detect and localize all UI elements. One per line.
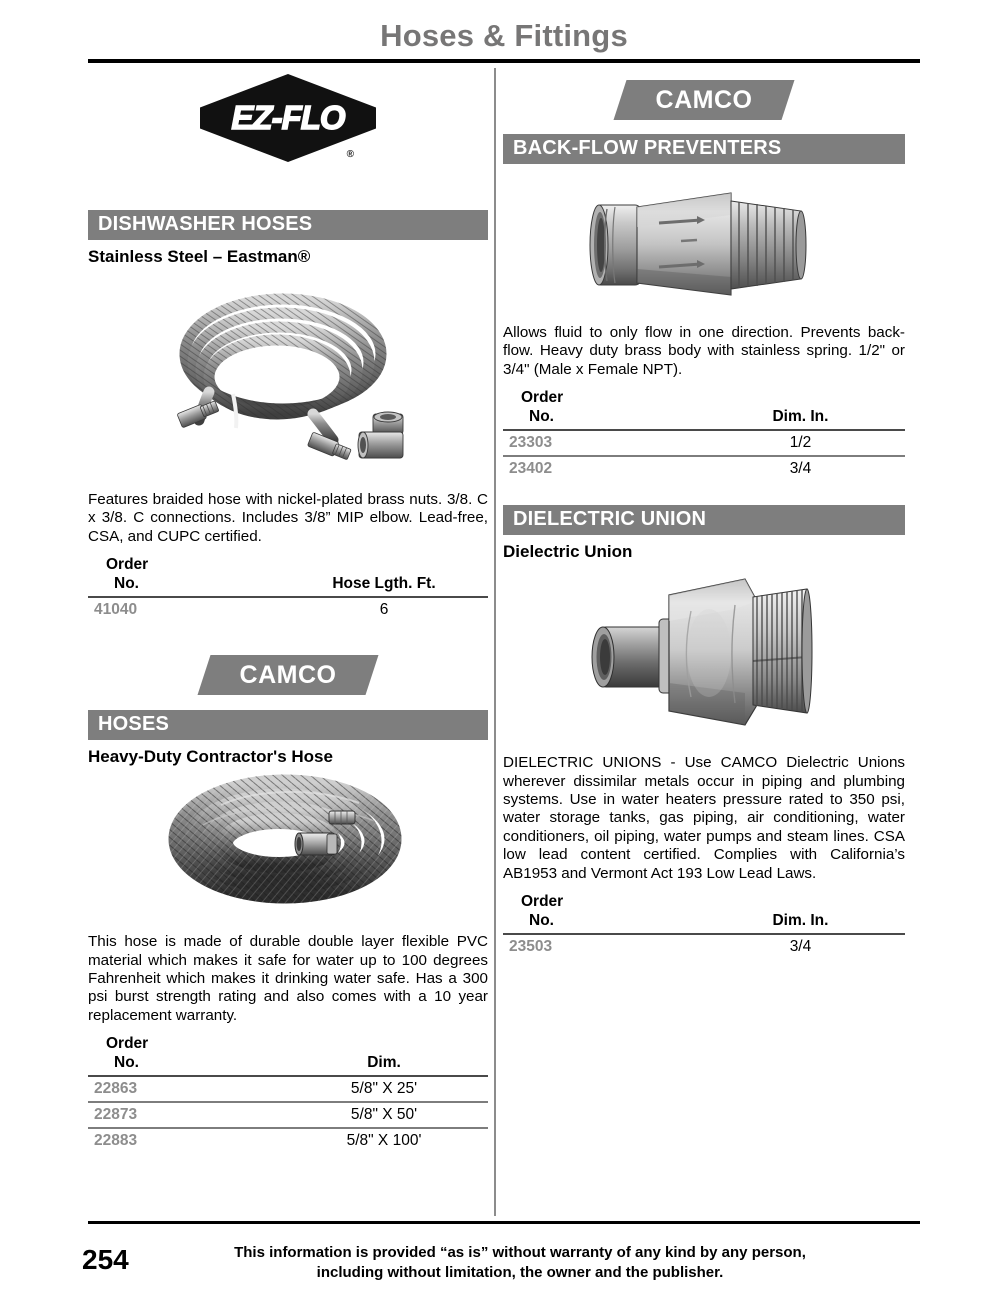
order-number: 22863 [88, 1076, 280, 1102]
table-row[interactable] [503, 456, 905, 481]
table-row[interactable] [503, 430, 905, 456]
ezflo-logo [88, 68, 488, 168]
header-spacer [696, 893, 905, 911]
order-table-dishwasher-hoses [88, 556, 488, 622]
header-no: No. [88, 1053, 280, 1076]
table-header-row-order [88, 556, 488, 574]
header-dim: Dim. In. [696, 407, 905, 430]
table-header-row-columns [503, 407, 905, 430]
section-hoses [88, 710, 488, 1153]
ezflo-logo-text: EZ-FLO [231, 99, 345, 136]
order-number: 22873 [88, 1102, 280, 1128]
order-table-dielectric-union [503, 893, 905, 959]
order-dim: 1/2 [696, 430, 905, 456]
section-dielectric-union [503, 505, 905, 959]
order-dim: 3/4 [789, 460, 812, 478]
hex-body [637, 193, 731, 295]
table-row[interactable] [88, 1076, 488, 1102]
camco-logo-right [503, 78, 905, 122]
order-number: 23402 [509, 460, 553, 478]
description-backflow-preventers: Allows fluid to only flow in one direction. Prevents back-flow. Heavy duty brass body with stainless spring. 1/2" or 3/4" (Male x Female NPT). [503, 324, 905, 378]
header-divider-rule [88, 59, 920, 63]
footer-disclaimer-line-1: This information is provided “as is” without warranty of any kind by any person, [234, 1244, 806, 1261]
right-column [503, 68, 905, 959]
header-order: Order [521, 389, 564, 407]
description-dielectric-union: DIELECTRIC UNIONS - Use CAMCO Dielectric Unions wherever dissimilar metals occur in piping and plumbing systems. Use in water heaters pressure rated to 350 psi, water storage tanks, gas piping, air conditioning, water conditioners, oil piping, water pumps and steam lines. CSA low lead content certified. Complies with California’s AB1953 and Vermont Act 193 Low Lead Laws. [503, 754, 905, 882]
description-dishwasher-hoses: Features braided hose with nickel-plated brass nuts. 3/8. C x 3/8. C connections. Includes 3/8” MIP elbow. Lead-free, CSA, and CUPC certified. [88, 491, 488, 545]
section-band-hoses: HOSES [88, 710, 488, 740]
table-header-row-columns [503, 911, 905, 934]
coiled-contractor-hose-photo [88, 771, 488, 911]
header-no: No. [503, 407, 696, 430]
header-no: No. [503, 911, 696, 934]
section-dishwasher-hoses [88, 210, 488, 622]
table-header-row-order [503, 893, 905, 911]
table-row[interactable] [88, 1128, 488, 1153]
header-spacer [696, 389, 905, 407]
header-no: No. [88, 574, 280, 597]
section-band-dielectric-union: DIELECTRIC UNION [503, 505, 905, 535]
section-backflow-preventers [503, 134, 905, 481]
camco-logo-text: CAMCO [655, 85, 753, 114]
order-dim: 3/4 [789, 937, 812, 955]
description-hoses: This hose is made of durable double layer flexible PVC material which makes it safe for water up to 100 degrees Fahrenheit which makes it drinking water safe. Has a 300 psi burst strength rating and also comes with a 10 year replacement warranty. [88, 933, 488, 1024]
male-npt-threaded-end [731, 201, 806, 289]
page-title: Hoses & Fittings [380, 18, 628, 53]
subtitle-dielectric-union: Dielectric Union [503, 542, 633, 562]
table-header-row-order [88, 1035, 488, 1053]
header-order: Order [521, 892, 564, 910]
female-npt-end [590, 205, 641, 285]
order-number: 23503 [509, 937, 553, 955]
footer-disclaimer-line-2: including without limitation, the owner and the publisher. [316, 1263, 724, 1281]
dielectric-union-fitting-photo [503, 564, 905, 742]
section-band-backflow-preventers: BACK-FLOW PREVENTERS [503, 134, 905, 164]
left-column [88, 68, 488, 1153]
order-dim: 5/8" X 100' [346, 1132, 422, 1150]
registered-trademark-icon: ® [346, 149, 354, 160]
order-table-backflow-preventers [503, 389, 905, 481]
camco-logo-left [88, 652, 488, 698]
subtitle-stainless-steel-eastman: Stainless Steel – Eastman® [88, 247, 311, 266]
hose-coupler [295, 833, 337, 855]
braided-stainless-dishwasher-hose-photo [88, 273, 488, 473]
order-table-hoses [88, 1035, 488, 1153]
footer-disclaimer [150, 1243, 890, 1283]
header-spacer [280, 1035, 488, 1053]
camco-logo-text: CAMCO [239, 660, 337, 689]
footer-divider-rule [88, 1221, 920, 1224]
table-row[interactable] [503, 934, 905, 959]
header-dim: Hose Lgth. Ft. [280, 574, 488, 597]
union-knurled-collar [753, 589, 812, 713]
table-header-row-order [503, 389, 905, 407]
header-order: Order [106, 1035, 149, 1053]
order-dim: 5/8" X 25' [280, 1076, 488, 1102]
union-hex-nut [669, 579, 757, 725]
order-number: 41040 [94, 601, 138, 619]
order-dim: 6 [379, 601, 389, 619]
subtitle-heavy-duty-contractors-hose: Heavy-Duty Contractor's Hose [88, 747, 333, 767]
header-spacer [280, 556, 488, 574]
order-number: 22883 [94, 1132, 138, 1150]
table-row[interactable] [88, 1102, 488, 1128]
union-pipe-stub [592, 619, 673, 693]
order-dim: 5/8" X 50' [280, 1102, 488, 1128]
backflow-preventer-valve-photo [503, 170, 905, 310]
table-row[interactable] [88, 597, 488, 622]
table-header-row-columns [88, 1053, 488, 1076]
table-header-row-columns [88, 574, 488, 597]
header-dim: Dim. [280, 1053, 488, 1076]
hose-male-fitting [329, 811, 355, 824]
column-divider-rule [494, 68, 496, 1216]
page-number: 254 [82, 1244, 129, 1275]
order-number: 23303 [503, 430, 696, 456]
mip-elbow-part [358, 412, 403, 458]
section-band-dishwasher-hoses: DISHWASHER HOSES [88, 210, 488, 240]
header-order: Order [106, 556, 149, 574]
header-dim: Dim. In. [696, 911, 905, 934]
